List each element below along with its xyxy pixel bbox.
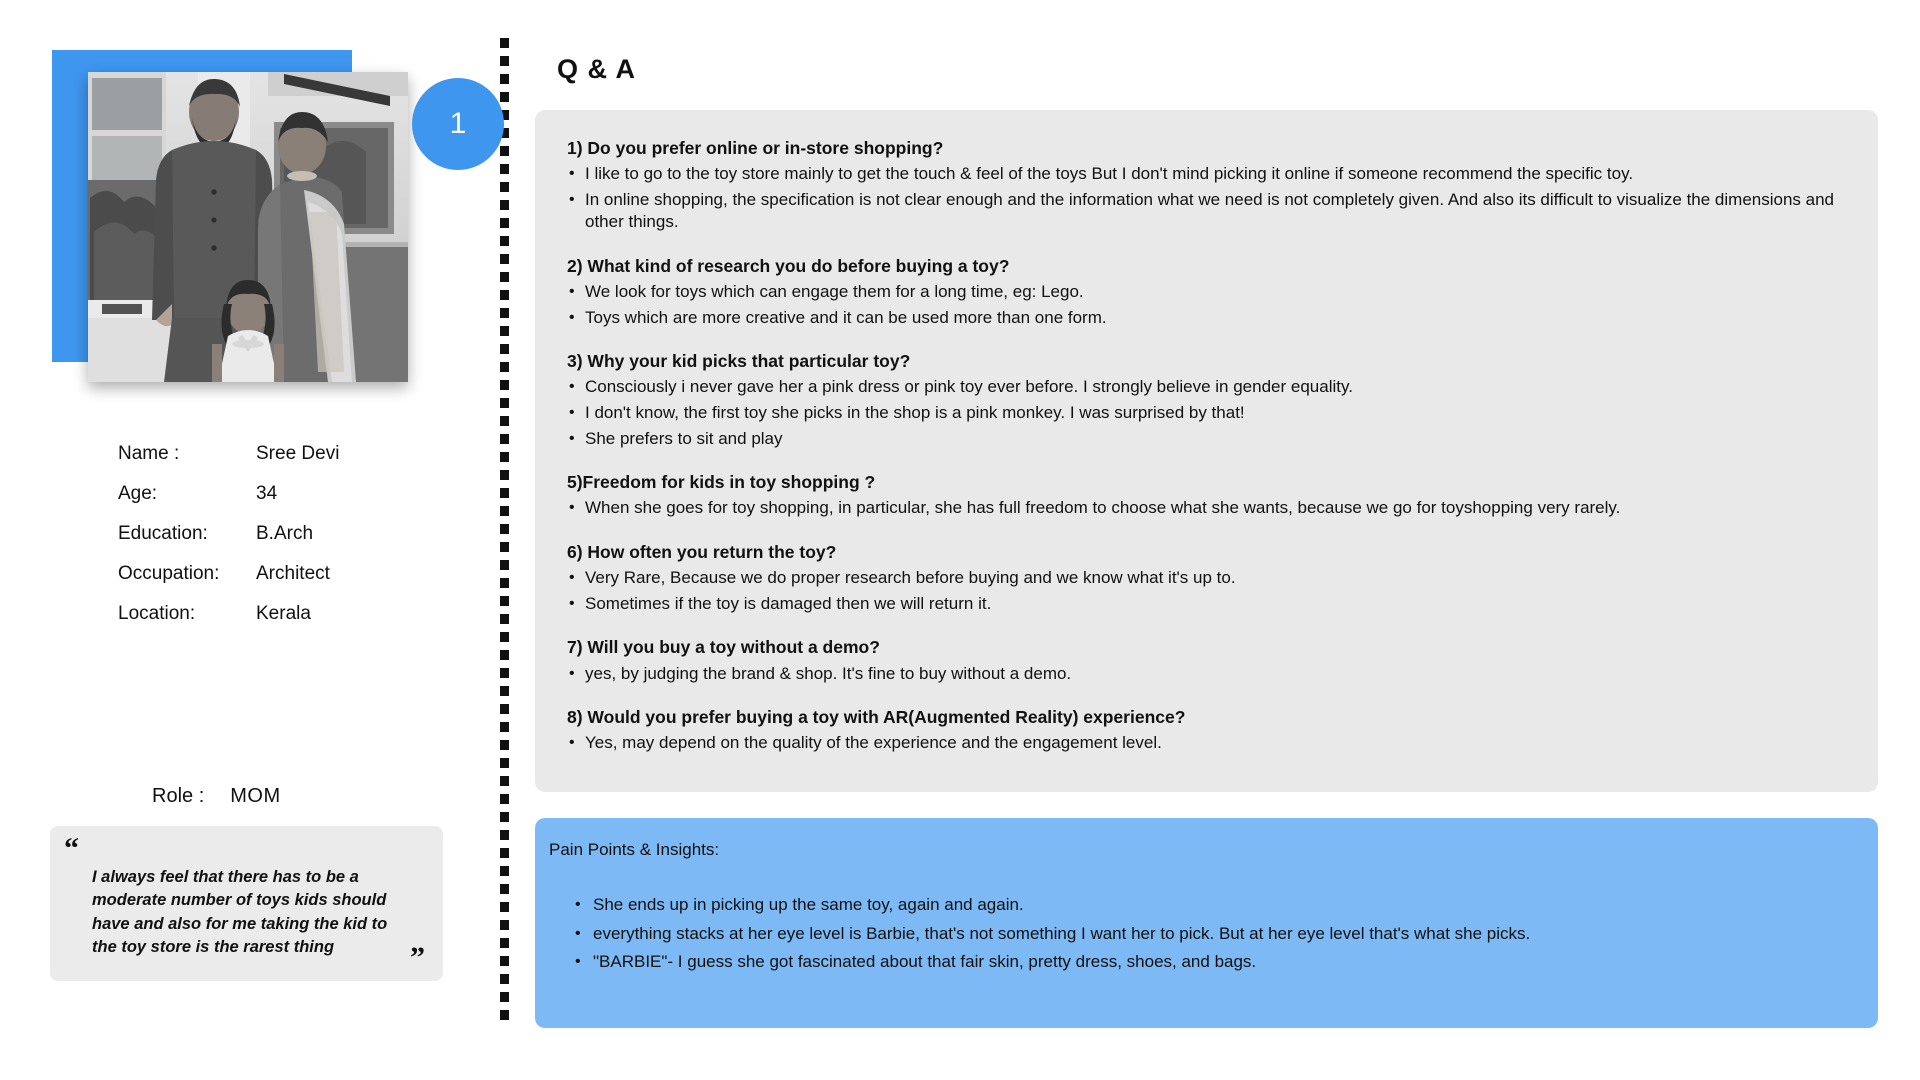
detail-value: Sree Devi xyxy=(256,443,340,464)
pain-point-item: • everything stacks at her eye level is Barbie, that's not something I want her to pick. But at her eye level that's what she picks. xyxy=(549,923,1848,946)
detail-row-age xyxy=(118,483,458,505)
persona-column xyxy=(0,0,500,1080)
role-value: MOM xyxy=(230,785,281,807)
badge-number: 1 xyxy=(449,107,467,140)
qa-answer: • She prefers to sit and play xyxy=(567,428,1848,451)
family-photo-illustration xyxy=(88,72,408,382)
persona-photo-wrapper xyxy=(52,50,467,362)
qa-block xyxy=(567,635,1848,685)
vertical-dashed-divider xyxy=(500,38,509,1028)
detail-row-education xyxy=(118,523,458,545)
detail-label: Name : xyxy=(118,443,180,464)
qa-answer: • Consciously i never gave her a pink dress or pink toy ever before. I strongly believe in gender equality. xyxy=(567,376,1848,399)
qa-panel xyxy=(535,110,1878,792)
qa-question: 2) What kind of research you do before buying a toy? xyxy=(567,255,1010,276)
qa-question: 3) Why your kid picks that particular toy? xyxy=(567,351,911,372)
detail-label: Location: xyxy=(118,603,196,624)
detail-row-location xyxy=(118,603,458,625)
qa-block xyxy=(567,470,1848,520)
detail-value: B.Arch xyxy=(256,523,314,544)
detail-label: Age: xyxy=(118,483,158,504)
detail-row-occupation xyxy=(118,563,458,585)
persona-quote-box xyxy=(50,826,443,981)
qa-answer: • I like to go to the toy store mainly to get the touch & feel of the toys But I don't mind picking it online if someone recommend the specific toy. xyxy=(567,163,1848,186)
pain-point-item: • "BARBIE"- I guess she got fascinated about that fair skin, pretty dress, shoes, and bags. xyxy=(549,951,1848,974)
qa-question: 8) Would you prefer buying a toy with AR(Augmented Reality) experience? xyxy=(567,707,1186,728)
qa-answer: • Very Rare, Because we do proper research before buying and we know what it's up to. xyxy=(567,567,1848,590)
qa-answer: • In online shopping, the specification is not clear enough and the information what we need is not completely given. And also its difficult to visualize the dimensions and other things. xyxy=(567,189,1848,234)
qa-answer: • Toys which are more creative and it can be used more than one form. xyxy=(567,307,1848,330)
detail-label: Education: xyxy=(118,523,208,544)
qa-block xyxy=(567,540,1848,615)
quote-close-icon: ” xyxy=(410,941,425,974)
qa-block xyxy=(567,349,1848,450)
pain-point-item: • She ends up in picking up the same toy, again and again. xyxy=(549,894,1848,917)
pain-points-panel xyxy=(535,818,1878,1028)
persona-role xyxy=(152,785,281,808)
qa-question: 1) Do you prefer online or in-store shopping? xyxy=(567,138,944,158)
qa-answer: • Sometimes if the toy is damaged then we will return it. xyxy=(567,593,1848,616)
qa-question: 5)Freedom for kids in toy shopping ? xyxy=(567,472,876,493)
quote-open-icon: “ xyxy=(64,832,79,865)
qa-answer: • I don't know, the first toy she picks in the shop is a pink monkey. I was surprised by that! xyxy=(567,402,1848,425)
quote-text: I always feel that there has to be a moderate number of toys kids should have and also for me taking the kid to the toy store is the rarest thing xyxy=(92,868,388,957)
detail-label: Occupation: xyxy=(118,563,220,584)
detail-row-name xyxy=(118,443,458,465)
detail-value: Architect xyxy=(256,563,330,584)
qa-block xyxy=(567,705,1848,755)
main-column xyxy=(535,0,1920,1080)
qa-answer: • When she goes for toy shopping, in particular, she has full freedom to choose what she wants, because we go for toyshopping very rarely. xyxy=(567,497,1848,520)
persona-number-badge xyxy=(412,78,504,170)
detail-value: Kerala xyxy=(256,603,311,624)
qa-answer: • Yes, may depend on the quality of the experience and the engagement level. xyxy=(567,732,1848,755)
qa-answer: • yes, by judging the brand & shop. It's fine to buy without a demo. xyxy=(567,663,1848,686)
qa-question: 7) Will you buy a toy without a demo? xyxy=(567,637,880,658)
persona-photo xyxy=(88,72,408,382)
detail-value: 34 xyxy=(256,483,278,504)
qa-section-title: Q & A xyxy=(557,54,636,84)
qa-question: 6) How often you return the toy? xyxy=(567,542,837,563)
role-label: Role : xyxy=(152,785,205,807)
qa-block xyxy=(567,136,1848,234)
persona-details xyxy=(118,443,458,643)
qa-block xyxy=(567,254,1848,329)
qa-answer: • We look for toys which can engage them for a long time, eg: Lego. xyxy=(567,281,1848,304)
pain-points-title: Pain Points & Insights: xyxy=(549,840,720,859)
